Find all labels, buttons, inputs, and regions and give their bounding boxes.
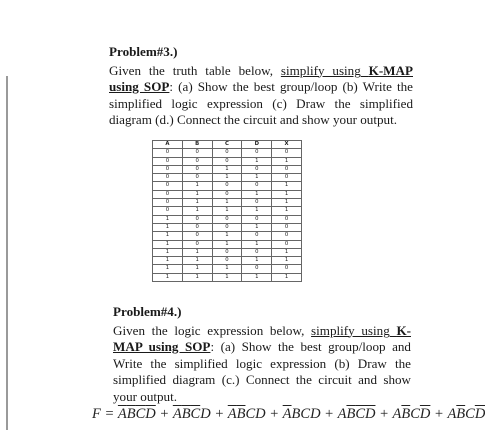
table-cell: 0: [182, 215, 212, 223]
table-cell: 1: [242, 157, 272, 165]
table-cell: 1: [242, 223, 272, 231]
table-cell: 0: [242, 248, 272, 256]
literal: $\overline{A}$: [117, 406, 127, 422]
table-cell: 0: [242, 232, 272, 240]
table-cell: 1: [272, 248, 302, 256]
minterm: [447, 404, 485, 424]
table-row: [153, 207, 302, 215]
table-row: [153, 182, 302, 190]
literal: C: [410, 406, 420, 422]
table-cell: 1: [182, 207, 212, 215]
table-row: [153, 174, 302, 182]
table-cell: 0: [182, 232, 212, 240]
table-cell: 0: [182, 240, 212, 248]
table-cell: 0: [182, 157, 212, 165]
literal: $\overline{C}$: [355, 406, 365, 422]
table-cell: 0: [153, 182, 183, 190]
table-cell: 0: [212, 157, 242, 165]
table-cell: 0: [153, 190, 183, 198]
truth-table-header-b: B: [182, 141, 212, 149]
table-cell: 0: [272, 265, 302, 273]
problem-4-text: Given the logic expression below, simplify using K- MAP using SOP: (a) Show the best group/loop and Write the simplified logic expression (b) Draw the simplified diagram (c.) Connect the circuit and show your output.: [113, 322, 411, 404]
literal: $\overline{C}$: [190, 406, 201, 422]
plus-sign: +: [210, 406, 228, 422]
table-cell: 0: [212, 190, 242, 198]
equals-sign: =: [100, 406, 118, 422]
literal: $\overline{A}$: [282, 406, 292, 422]
table-cell: 0: [153, 165, 183, 173]
table-cell: 1: [212, 207, 242, 215]
table-row: [153, 149, 302, 157]
table-cell: 1: [153, 265, 183, 273]
table-row: [153, 240, 302, 248]
table-row: [153, 165, 302, 173]
truth-table-body: [153, 149, 302, 282]
table-row: [153, 190, 302, 198]
table-row: [153, 223, 302, 231]
table-row: [153, 248, 302, 256]
plus-sign: +: [155, 406, 173, 422]
table-cell: 1: [182, 265, 212, 273]
literal: $\overline{D}$: [419, 406, 431, 422]
table-cell: 0: [242, 149, 272, 157]
logic-expression: [92, 404, 485, 424]
literal: A: [447, 406, 457, 422]
table-row: [153, 232, 302, 240]
truth-table-header-row: [153, 141, 302, 149]
table-cell: 1: [212, 265, 242, 273]
problem-4-title: Problem#4.): [113, 304, 182, 319]
table-cell: 1: [153, 232, 183, 240]
minterm: [173, 404, 211, 424]
table-row: [153, 157, 302, 165]
table-cell: 1: [242, 190, 272, 198]
expression-lhs: F: [92, 406, 101, 422]
literal: $\overline{C}$: [135, 406, 146, 422]
table-cell: 0: [272, 232, 302, 240]
table-cell: 0: [242, 265, 272, 273]
literal: $\overline{B}$: [126, 406, 136, 422]
table-cell: 1: [182, 257, 212, 265]
literal: $\overline{D}$: [364, 406, 376, 422]
table-cell: 1: [272, 273, 302, 281]
literal: $\overline{A}$: [227, 406, 237, 422]
problem-4-map-sop: MAP using SOP: [113, 339, 211, 354]
literal: D: [200, 406, 211, 422]
truth-table-header-d: D: [242, 141, 272, 149]
table-cell: 0: [272, 174, 302, 182]
table-cell: 1: [272, 182, 302, 190]
table-cell: 0: [272, 240, 302, 248]
table-cell: 0: [212, 248, 242, 256]
table-cell: 0: [242, 199, 272, 207]
table-cell: 0: [242, 182, 272, 190]
literal: $\overline{B}$: [401, 406, 411, 422]
table-cell: 0: [212, 223, 242, 231]
table-cell: 0: [212, 182, 242, 190]
table-cell: 0: [212, 215, 242, 223]
truth-table-header-c: C: [212, 141, 242, 149]
table-cell: 0: [242, 165, 272, 173]
literal: A: [392, 406, 402, 422]
table-cell: 1: [242, 240, 272, 248]
table-cell: 1: [182, 248, 212, 256]
table-cell: 0: [272, 215, 302, 223]
table-cell: 0: [212, 257, 242, 265]
problem-3-given: Given the truth table below,: [109, 62, 274, 78]
plus-sign: +: [265, 406, 283, 422]
table-cell: 1: [182, 273, 212, 281]
problem-3-title: Problem#3.): [109, 44, 178, 59]
problem-3-text: Given the truth table below, simplify using K-MAP using SOP: (a) Show the best group/loop (b) Write the simplified logic expression (c) Draw the simplified diagram (d.) Connect the circuit and show your output.: [109, 62, 413, 127]
table-cell: 0: [212, 149, 242, 157]
table-cell: 0: [272, 165, 302, 173]
literal: A: [337, 406, 347, 422]
table-cell: 0: [182, 174, 212, 182]
table-cell: 0: [182, 165, 212, 173]
table-cell: 1: [212, 240, 242, 248]
table-cell: 1: [212, 199, 242, 207]
table-row: [153, 273, 302, 281]
table-cell: 1: [153, 240, 183, 248]
literal: $\overline{D}$: [474, 406, 485, 422]
table-row: [153, 199, 302, 207]
table-cell: 0: [153, 149, 183, 157]
table-row: [153, 215, 302, 223]
plus-sign: +: [320, 406, 338, 422]
problem-4-given: Given the logic expression below,: [113, 322, 305, 338]
minterm: [393, 404, 431, 424]
table-cell: 1: [272, 190, 302, 198]
problem-3-using-sop: using SOP: [109, 79, 170, 94]
truth-table: [152, 140, 302, 282]
table-cell: 1: [182, 199, 212, 207]
problem-4-block: [113, 304, 411, 405]
literal: $\overline{B}$: [346, 406, 356, 422]
literal: $\overline{B}$: [456, 406, 466, 422]
table-row: [153, 257, 302, 265]
problem-3-block: [109, 44, 413, 129]
truth-table-header-x: X: [272, 141, 302, 149]
table-cell: 1: [182, 190, 212, 198]
table-cell: 1: [153, 223, 183, 231]
table-cell: 1: [212, 232, 242, 240]
literal: C: [465, 406, 475, 422]
table-cell: 0: [153, 157, 183, 165]
table-cell: 1: [242, 207, 272, 215]
problem-4-instructions: (a) Show the best group/loop and Write the simplified logic expression (b) Draw the simplified diagram (c.) Connect the circuit and show your output.: [113, 339, 411, 404]
table-cell: 1: [153, 273, 183, 281]
minterm: [228, 404, 266, 424]
truth-table-header-a: A: [153, 141, 183, 149]
table-cell: 0: [182, 223, 212, 231]
table-cell: 0: [182, 149, 212, 157]
literal: $\overline{A}$: [172, 406, 182, 422]
table-cell: 1: [272, 157, 302, 165]
table-cell: 1: [212, 165, 242, 173]
left-edge-rule: [6, 76, 8, 430]
problem-3-instructions: (a) Show the best group/loop (b) Write the simplified logic expression (c) Draw the simplified diagram (d.) Connect the circuit and show your output.: [109, 79, 413, 127]
table-cell: 0: [153, 174, 183, 182]
problem-4-method: simplify using K-: [311, 322, 411, 338]
table-cell: 0: [272, 149, 302, 157]
literal: D: [255, 406, 266, 422]
plus-sign: +: [375, 406, 393, 422]
table-cell: 1: [272, 207, 302, 215]
literal: $\overline{D}$: [145, 406, 156, 422]
plus-sign: +: [430, 406, 448, 422]
table-cell: 0: [272, 223, 302, 231]
table-cell: 1: [212, 174, 242, 182]
literal: $\overline{B}$: [181, 406, 191, 422]
table-cell: 1: [272, 257, 302, 265]
table-cell: 0: [153, 207, 183, 215]
table-cell: 0: [242, 215, 272, 223]
table-cell: 1: [153, 215, 183, 223]
literal: $\overline{B}$: [236, 406, 246, 422]
literal: B: [291, 406, 301, 422]
literal: C: [245, 406, 256, 422]
table-cell: 1: [242, 273, 272, 281]
minterm: [118, 404, 156, 424]
table-cell: 1: [272, 199, 302, 207]
table-cell: 1: [153, 257, 183, 265]
table-cell: 0: [153, 199, 183, 207]
table-cell: 1: [212, 273, 242, 281]
minterm: [283, 404, 321, 424]
minterm: [338, 404, 376, 424]
problem-3-method: simplify using K-MAP: [280, 62, 413, 78]
table-row: [153, 265, 302, 273]
literal: D: [310, 406, 321, 422]
table-cell: 1: [182, 182, 212, 190]
table-cell: 1: [153, 248, 183, 256]
table-cell: 1: [242, 174, 272, 182]
table-cell: 1: [242, 257, 272, 265]
literal: C: [300, 406, 311, 422]
